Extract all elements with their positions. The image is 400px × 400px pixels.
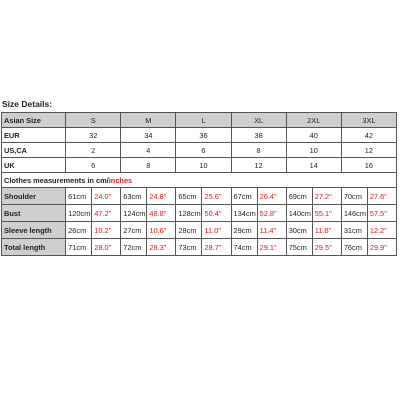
- row-label: Bust: [2, 205, 66, 222]
- cm-cell: 65cm: [176, 188, 202, 205]
- measurements-heading: [2, 173, 397, 188]
- table-cell: 34: [121, 128, 176, 143]
- cm-cell: 74cm: [231, 239, 257, 256]
- inch-cell: 28.3": [147, 239, 176, 256]
- cm-cell: 30cm: [286, 222, 312, 239]
- inch-cell: 11.0": [202, 222, 231, 239]
- row-label: Total length: [2, 239, 66, 256]
- table-cell: 10: [286, 143, 341, 158]
- measure-row-sleeve-length: [2, 222, 397, 239]
- inch-cell: 12.2": [367, 222, 396, 239]
- size-m-header: M: [121, 113, 176, 128]
- cm-cell: 134cm: [231, 205, 257, 222]
- size-details-title: Size Details:: [2, 99, 53, 109]
- inch-cell: 27.2": [312, 188, 341, 205]
- inch-cell: 55.1": [312, 205, 341, 222]
- table-cell: 8: [231, 143, 286, 158]
- cm-cell: 63cm: [121, 188, 147, 205]
- cm-cell: 73cm: [176, 239, 202, 256]
- inch-cell: 11.8": [312, 222, 341, 239]
- row-label: UK: [2, 158, 66, 173]
- inch-cell: 48.8": [147, 205, 176, 222]
- cm-cell: 71cm: [66, 239, 92, 256]
- cm-cell: 124cm: [121, 205, 147, 222]
- table-cell: 38: [231, 128, 286, 143]
- table-cell: 12: [231, 158, 286, 173]
- cm-cell: 75cm: [286, 239, 312, 256]
- measurements-heading-prefix: Clothes measurements in cm/: [4, 175, 109, 185]
- table-cell: 10: [176, 158, 231, 173]
- inch-cell: 10.2": [92, 222, 121, 239]
- size-row-uk: [2, 158, 397, 173]
- size-s-header: S: [66, 113, 121, 128]
- inch-cell: 28.0": [92, 239, 121, 256]
- measure-row-bust: [2, 205, 397, 222]
- inch-cell: 29.5": [312, 239, 341, 256]
- size-row-eur: [2, 128, 397, 143]
- size-l-header: L: [176, 113, 231, 128]
- cm-cell: 31cm: [341, 222, 367, 239]
- measure-row-total-length: [2, 239, 397, 256]
- cm-cell: 120cm: [66, 205, 92, 222]
- size-3xl-header: 3XL: [341, 113, 396, 128]
- inch-cell: 27.6": [367, 188, 396, 205]
- row-label: EUR: [2, 128, 66, 143]
- inch-cell: 47.2": [92, 205, 121, 222]
- inch-cell: 25.6": [202, 188, 231, 205]
- header-label: Asian Size: [2, 113, 66, 128]
- table-cell: 16: [341, 158, 396, 173]
- cm-cell: 27cm: [121, 222, 147, 239]
- measurements-heading-inches: inches: [108, 175, 133, 185]
- cm-cell: 140cm: [286, 205, 312, 222]
- cm-cell: 29cm: [231, 222, 257, 239]
- table-cell: 14: [286, 158, 341, 173]
- inch-cell: 11.4": [257, 222, 286, 239]
- inch-cell: 29.9": [367, 239, 396, 256]
- inch-cell: 24.0": [92, 188, 121, 205]
- row-label: Shoulder: [2, 188, 66, 205]
- table-cell: 42: [341, 128, 396, 143]
- inch-cell: 26.4": [257, 188, 286, 205]
- cm-cell: 128cm: [176, 205, 202, 222]
- cm-cell: 69cm: [286, 188, 312, 205]
- cm-cell: 76cm: [341, 239, 367, 256]
- table-cell: 32: [66, 128, 121, 143]
- table-cell: 36: [176, 128, 231, 143]
- size-2xl-header: 2XL: [286, 113, 341, 128]
- table-cell: 40: [286, 128, 341, 143]
- table-cell: 4: [121, 143, 176, 158]
- measure-row-shoulder: [2, 188, 397, 205]
- cm-cell: 70cm: [341, 188, 367, 205]
- inch-cell: 57.5": [367, 205, 396, 222]
- size-row-us-ca: [2, 143, 397, 158]
- table-cell: 12: [341, 143, 396, 158]
- size-xl-header: XL: [231, 113, 286, 128]
- cm-cell: 67cm: [231, 188, 257, 205]
- table-cell: 6: [176, 143, 231, 158]
- table-cell: 6: [66, 158, 121, 173]
- inch-cell: 10.6": [147, 222, 176, 239]
- cm-cell: 26cm: [66, 222, 92, 239]
- inch-cell: 52.8": [257, 205, 286, 222]
- inch-cell: 50.4": [202, 205, 231, 222]
- size-header-row: [2, 113, 397, 128]
- table-cell: 2: [66, 143, 121, 158]
- table-cell: 8: [121, 158, 176, 173]
- cm-cell: 72cm: [121, 239, 147, 256]
- inch-cell: 28.7": [202, 239, 231, 256]
- size-chart-table: [1, 112, 397, 256]
- cm-cell: 146cm: [341, 205, 367, 222]
- row-label: US,CA: [2, 143, 66, 158]
- inch-cell: 29.1": [257, 239, 286, 256]
- cm-cell: 61cm: [66, 188, 92, 205]
- measurements-heading-row: [2, 173, 397, 188]
- inch-cell: 24.8": [147, 188, 176, 205]
- row-label: Sleeve length: [2, 222, 66, 239]
- cm-cell: 28cm: [176, 222, 202, 239]
